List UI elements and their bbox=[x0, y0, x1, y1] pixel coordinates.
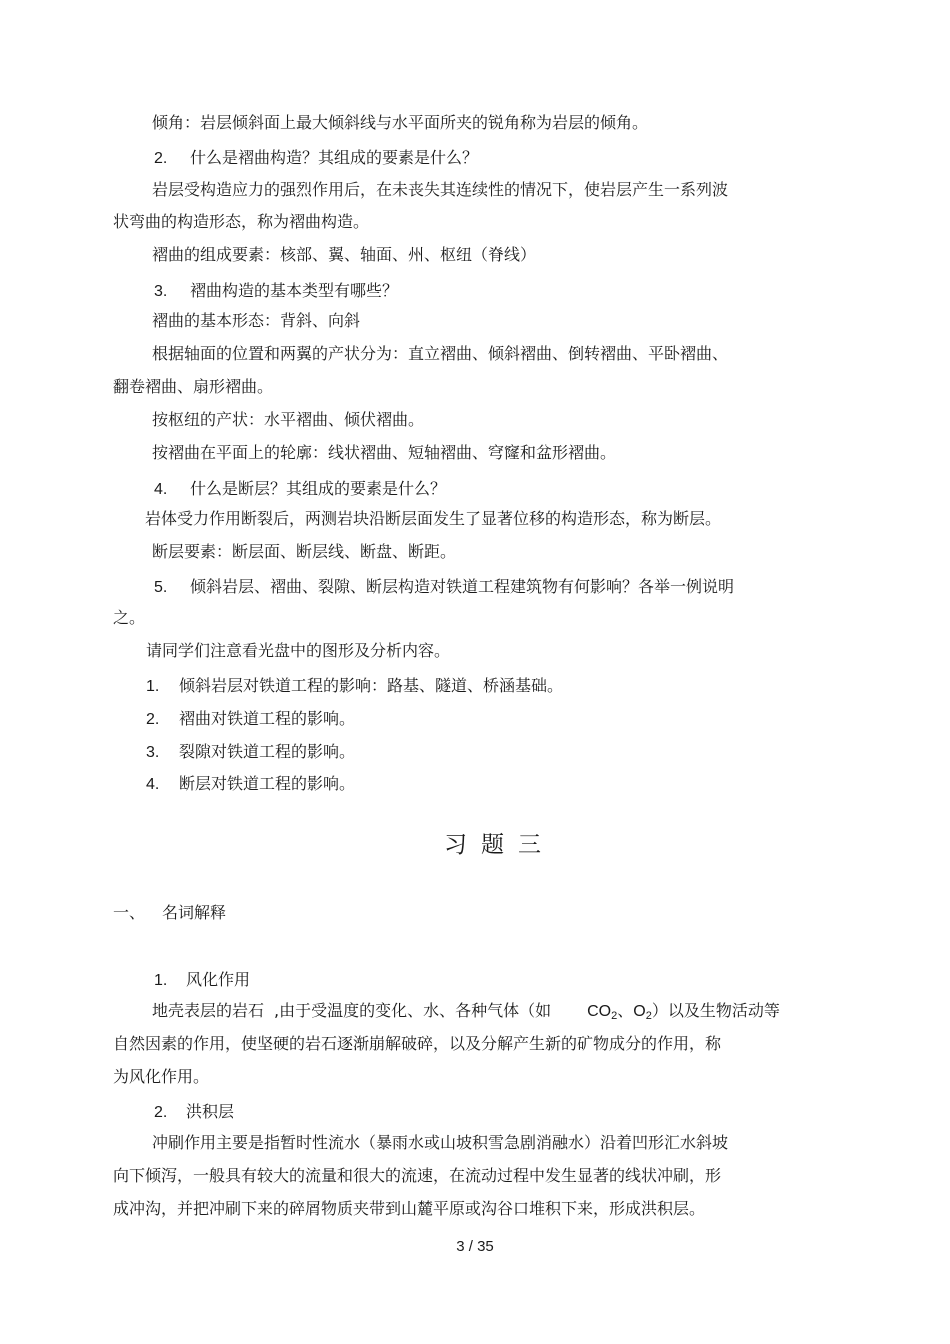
paragraph-line: 断层要素：断层面、断层线、断盘、断距。 bbox=[152, 542, 457, 561]
paragraph-line: 褶曲的基本形态：背斜、向斜 bbox=[152, 311, 361, 330]
exercise-title: 习题三 bbox=[444, 832, 555, 858]
question-number: 4. bbox=[154, 481, 168, 498]
question-3 bbox=[154, 281, 398, 302]
list-item bbox=[146, 709, 355, 730]
question-number: 2. bbox=[154, 150, 168, 167]
paragraph-line: 向下倾泻，一般具有较大的流量和很大的流速，在流动过程中发生显著的线状冲刷，形 bbox=[113, 1166, 722, 1185]
paragraph-line: 为风化作用。 bbox=[113, 1067, 210, 1086]
list-number: 1. bbox=[146, 678, 160, 695]
part-number: 一、 bbox=[113, 903, 146, 922]
list-item bbox=[146, 742, 355, 763]
term-1 bbox=[154, 970, 250, 991]
question-2 bbox=[154, 148, 478, 169]
o2-formula bbox=[633, 1003, 652, 1020]
text-run: 、 bbox=[617, 1001, 634, 1020]
list-text: 褶曲对铁道工程的影响。 bbox=[179, 709, 356, 728]
question-text: 褶曲构造的基本类型有哪些？ bbox=[190, 281, 399, 300]
part-text: 名词解释 bbox=[162, 903, 227, 922]
paragraph-line: 自然因素的作用，使坚硬的岩石逐渐崩解破碎，以及分解产生新的矿物成分的作用，称 bbox=[113, 1034, 722, 1053]
formula-subscript: 2 bbox=[645, 1010, 652, 1022]
list-text: 断层对铁道工程的影响。 bbox=[179, 774, 356, 793]
question-text: 倾斜岩层、褶曲、裂隙、断层构造对铁道工程建筑物有何影响？各举一例说明 bbox=[190, 577, 735, 596]
paragraph-line: 冲刷作用主要是指暂时性流水（暴雨水或山坡积雪急剧消融水）沿着凹形汇水斜坡 bbox=[152, 1133, 729, 1152]
part-heading bbox=[113, 903, 226, 923]
list-number: 3. bbox=[146, 744, 160, 761]
term-number: 1. bbox=[154, 972, 168, 989]
formula-text: CO bbox=[587, 1003, 612, 1020]
page-number: 3 / 35 bbox=[456, 1238, 494, 1255]
list-text: 裂隙对铁道工程的影响。 bbox=[179, 742, 356, 761]
paragraph-line: 状弯曲的构造形态，称为褶曲构造。 bbox=[113, 212, 370, 231]
question-5 bbox=[154, 577, 734, 598]
question-number: 3. bbox=[154, 283, 168, 300]
question-4 bbox=[154, 479, 446, 500]
question-number: 5. bbox=[154, 579, 168, 596]
dip-definition: 倾角：岩层倾斜面上最大倾斜线与水平面所夹的锐角称为岩层的倾角。 bbox=[152, 113, 649, 132]
paragraph-line: 之。 bbox=[113, 608, 146, 627]
list-item bbox=[146, 774, 355, 795]
paragraph-line: 岩体受力作用断裂后，两测岩块沿断层面发生了显著位移的构造形态，称为断层。 bbox=[145, 509, 722, 528]
list-number: 4. bbox=[146, 776, 160, 793]
formula-text: O bbox=[633, 1003, 646, 1020]
term-2 bbox=[154, 1102, 234, 1123]
paragraph-line: 成冲沟，并把冲刷下来的碎屑物质夹带到山麓平原或沟谷口堆积下来，形成洪积层。 bbox=[113, 1199, 706, 1218]
term-number: 2. bbox=[154, 1104, 168, 1121]
text-run: 地壳表层的岩石 bbox=[152, 1001, 265, 1020]
question-text: 什么是褶曲构造？其组成的要素是什么？ bbox=[190, 148, 479, 167]
paragraph-line: 褶曲的组成要素：核部、翼、轴面、州、枢纽（脊线） bbox=[152, 245, 537, 264]
text-run: ）以及生物活动等 bbox=[651, 1001, 780, 1020]
list-text: 倾斜岩层对铁道工程的影响：路基、隧道、桥涵基础。 bbox=[179, 676, 564, 695]
paragraph-line: 请同学们注意看光盘中的图形及分析内容。 bbox=[146, 641, 451, 660]
paragraph-line: 翻卷褶曲、扇形褶曲。 bbox=[113, 377, 274, 396]
term-text: 洪积层 bbox=[186, 1102, 235, 1121]
paragraph-line: 根据轴面的位置和两翼的产状分为：直立褶曲、倾斜褶曲、倒转褶曲、平卧褶曲、 bbox=[152, 344, 729, 363]
paragraph-line: 按枢纽的产状：水平褶曲、倾伏褶曲。 bbox=[152, 410, 425, 429]
co2-formula bbox=[587, 1003, 617, 1020]
paragraph-line: 岩层受构造应力的强烈作用后，在未丧失其连续性的情况下，使岩层产生一系列波 bbox=[152, 180, 729, 199]
paragraph-line: 按褶曲在平面上的轮廓：线状褶曲、短轴褶曲、穹窿和盆形褶曲。 bbox=[152, 443, 617, 462]
question-text: 什么是断层？其组成的要素是什么？ bbox=[190, 479, 447, 498]
text-run: ,由于受温度的变化、水、各种气体（如 bbox=[274, 1001, 552, 1020]
formula-subscript: 2 bbox=[611, 1010, 618, 1022]
list-item bbox=[146, 676, 563, 697]
paragraph-line bbox=[152, 1001, 780, 1022]
list-number: 2. bbox=[146, 711, 160, 728]
term-text: 风化作用 bbox=[186, 970, 251, 989]
